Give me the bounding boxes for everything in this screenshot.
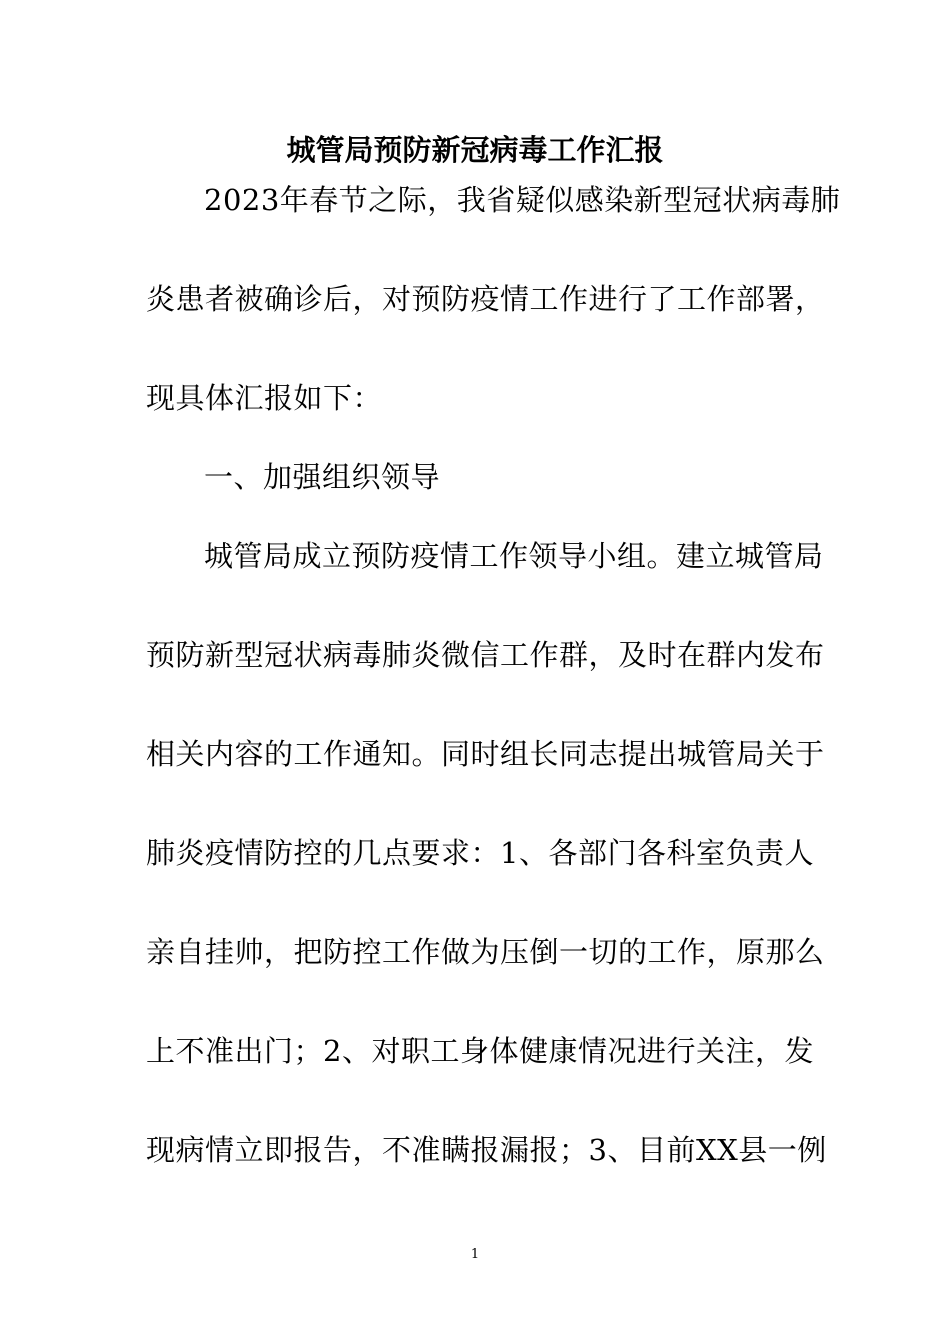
paragraph-line: 城管局成立预防疫情工作领导小组。建立城管局 bbox=[204, 539, 824, 573]
paragraph-line: 现病情立即报告，不准瞒报漏报；3、目前XX县一例 bbox=[146, 1133, 827, 1167]
document-title: 城管局预防新冠病毒工作汇报 bbox=[286, 133, 664, 167]
paragraph-line: 上不准出门；2、对职工身体健康情况进行关注，发 bbox=[146, 1034, 814, 1068]
paragraph-line: 肺炎疫情防控的几点要求：1、各部门各科室负责人 bbox=[146, 836, 814, 870]
paragraph-line: 2023年春节之际，我省疑似感染新型冠状病毒肺 bbox=[204, 183, 841, 217]
section-heading: 一、加强组织领导 bbox=[204, 460, 441, 494]
paragraph-line: 炎患者被确诊后，对预防疫情工作进行了工作部署， bbox=[146, 282, 825, 316]
paragraph-line: 预防新型冠状病毒肺炎微信工作群，及时在群内发布 bbox=[146, 638, 825, 672]
paragraph-line: 亲自挂帅，把防控工作做为压倒一切的工作，原那么 bbox=[146, 935, 825, 969]
paragraph-line: 现具体汇报如下： bbox=[146, 381, 383, 415]
page-number: 1 bbox=[470, 1247, 480, 1262]
paragraph-line: 相关内容的工作通知。同时组长同志提出城管局关于 bbox=[146, 737, 825, 771]
